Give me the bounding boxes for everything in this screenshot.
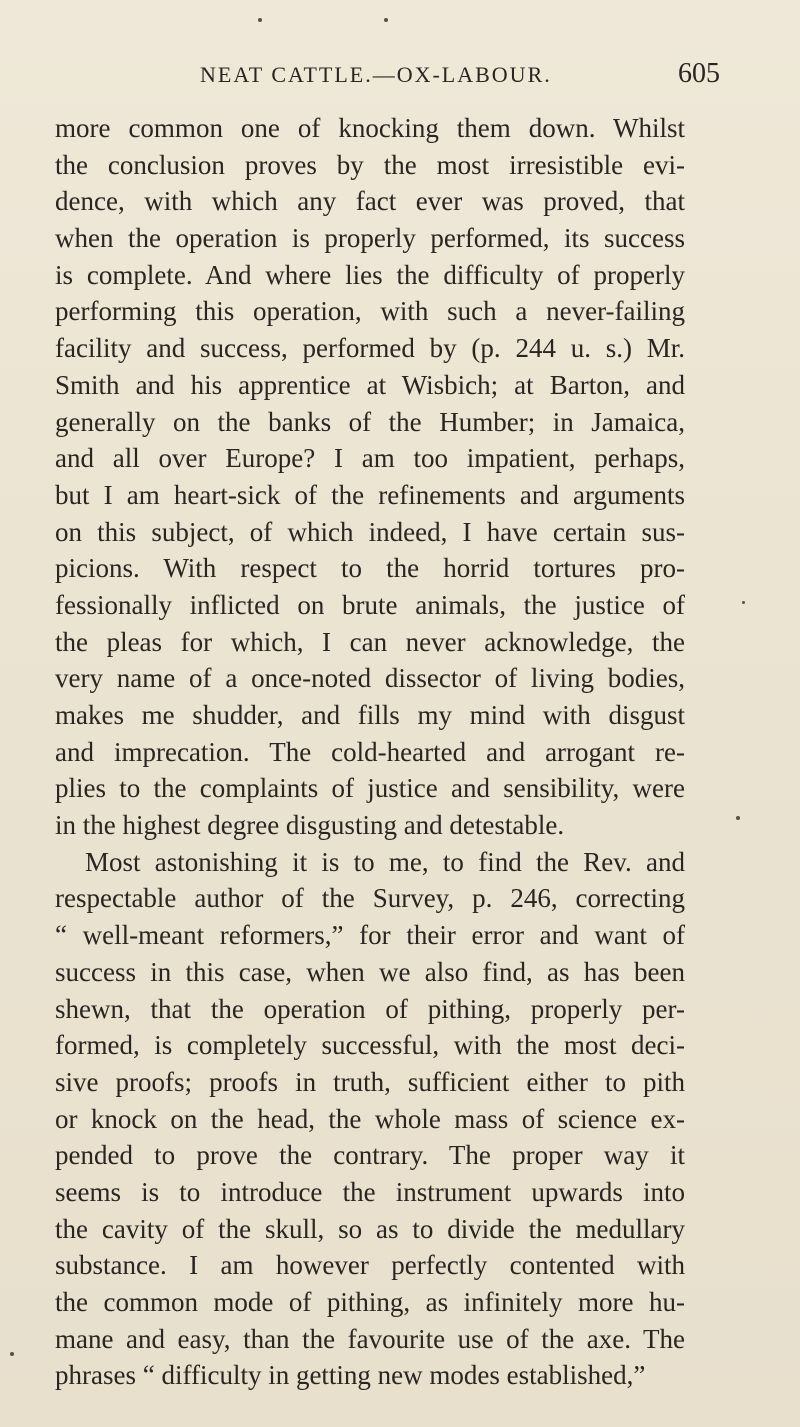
text-line: the pleas for which, I can never acknowledge, the	[55, 626, 685, 657]
text-line: formed, is completely successful, with the most deci-	[55, 1030, 685, 1061]
paper-speck	[736, 816, 740, 820]
text-line: but I am heart-sick of the refinements and arguments	[55, 479, 685, 510]
text-line: very name of a once-noted dissector of living bodies,	[55, 663, 685, 694]
text-line: is complete. And where lies the difficulty of properly	[55, 259, 685, 290]
page-header	[150, 58, 720, 96]
text-line: the common mode of pithing, as infinitely more hu-	[55, 1287, 685, 1317]
paper-speck	[10, 1352, 14, 1356]
text-line: facility and success, performed by (p. 244 u. s.) Mr.	[55, 333, 685, 364]
text-line: success in this case, when we also find, as has been	[55, 956, 685, 987]
text-line: the cavity of the skull, so as to divide the medullary	[55, 1213, 685, 1244]
paper-speck	[384, 18, 388, 22]
text-line: Most astonishing it is to me, to find the Rev. and	[85, 846, 685, 877]
text-line: on this subject, of which indeed, I have certain sus-	[55, 516, 685, 547]
text-line: phrases “ difficulty in getting new modes established,”	[55, 1360, 646, 1391]
text-line: dence, with which any fact ever was proved, that	[55, 186, 685, 217]
text-line: sive proofs; proofs in truth, sufficient either to pith	[55, 1066, 685, 1097]
text-line: respectable author of the Survey, p. 246, correcting	[55, 883, 685, 914]
text-line: and imprecation. The cold-hearted and arrogant re-	[55, 736, 685, 767]
text-line: substance. I am however perfectly contented with	[55, 1250, 685, 1281]
text-line: makes me shudder, and fills my mind with disgust	[55, 700, 685, 730]
text-line: generally on the banks of the Humber; in Jamaica,	[55, 406, 685, 437]
text-line: more common one of knocking them down. Whilst	[55, 113, 685, 143]
paper-speck	[258, 18, 262, 22]
page-number: 605	[678, 58, 720, 89]
text-line: plies to the complaints of justice and sensibility, were	[55, 773, 685, 804]
text-line: picions. With respect to the horrid tortures pro-	[55, 553, 685, 584]
text-line: performing this operation, with such a never-failing	[55, 296, 685, 327]
text-line: the conclusion proves by the most irresistible evi-	[55, 149, 685, 180]
text-line: mane and easy, than the favourite use of the axe. The	[55, 1323, 685, 1354]
text-line: “ well-meant reformers,” for their error and want of	[55, 920, 685, 951]
text-line: Smith and his apprentice at Wisbich; at Barton, and	[55, 369, 685, 400]
paper-speck	[742, 601, 745, 604]
text-line: in the highest degree disgusting and detestable.	[55, 810, 565, 841]
running-title: NEAT CATTLE.—OX-LABOUR.	[200, 62, 552, 87]
text-line: seems is to introduce the instrument upwards into	[55, 1176, 685, 1207]
body-text	[55, 110, 685, 1394]
text-line: fessionally inflicted on brute animals, the justice of	[55, 589, 685, 620]
text-line: or knock on the head, the whole mass of science ex-	[55, 1103, 685, 1134]
text-line: and all over Europe? I am too impatient, perhaps,	[55, 443, 685, 474]
text-line: shewn, that the operation of pithing, properly per-	[55, 993, 685, 1024]
text-line: when the operation is properly performed, its success	[55, 223, 685, 254]
text-line: pended to prove the contrary. The proper way it	[55, 1140, 685, 1171]
